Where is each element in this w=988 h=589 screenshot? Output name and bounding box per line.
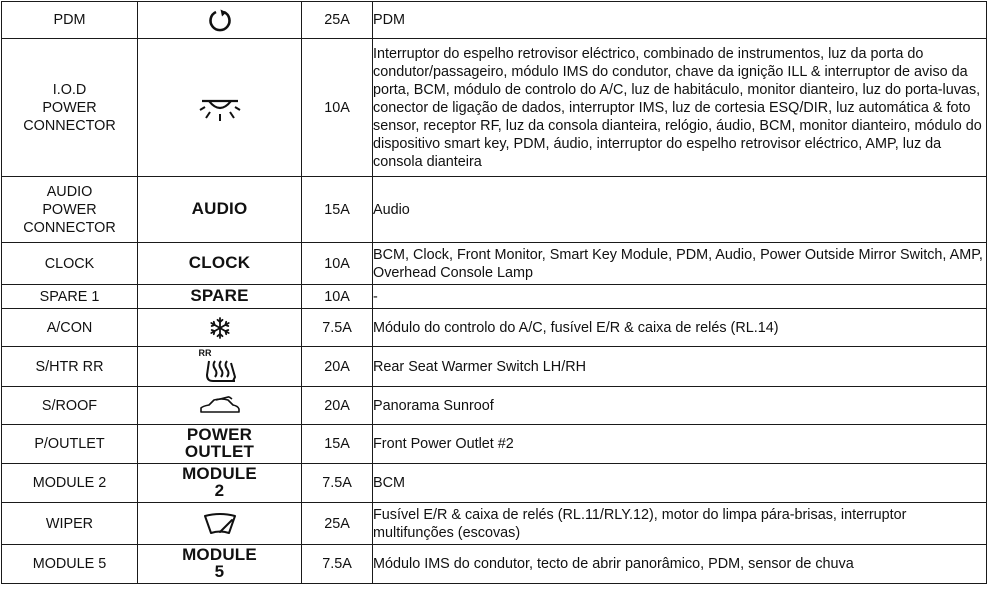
table-row bbox=[2, 347, 987, 387]
fuse-rating: 7.5A bbox=[302, 464, 373, 503]
fuse-name: A/CON bbox=[2, 309, 138, 347]
circular-arrow-icon bbox=[207, 6, 233, 34]
fuse-rating: 15A bbox=[302, 425, 373, 464]
fuse-rating: 10A bbox=[302, 39, 373, 177]
fuse-table bbox=[1, 1, 987, 584]
fuse-symbol-cell bbox=[138, 177, 302, 243]
fuse-description: Rear Seat Warmer Switch LH/RH bbox=[373, 347, 987, 387]
table-row bbox=[2, 387, 987, 425]
fuse-description: BCM bbox=[373, 464, 987, 503]
fuse-symbol-cell bbox=[138, 464, 302, 503]
table-row bbox=[2, 39, 987, 177]
fuse-symbol-cell bbox=[138, 243, 302, 285]
fuse-rating: 20A bbox=[302, 347, 373, 387]
fuse-symbol-cell bbox=[138, 285, 302, 309]
fuse-name: I.O.D POWER CONNECTOR bbox=[2, 39, 138, 177]
fuse-symbol-cell bbox=[138, 2, 302, 39]
table-row bbox=[2, 545, 987, 584]
interior-lamp-icon bbox=[198, 93, 242, 123]
fuse-name: PDM bbox=[2, 2, 138, 39]
fuse-description: PDM bbox=[373, 2, 987, 39]
fuse-rating: 7.5A bbox=[302, 545, 373, 584]
fuse-description: Panorama Sunroof bbox=[373, 387, 987, 425]
fuse-rating: 25A bbox=[302, 503, 373, 545]
fuse-symbol-cell bbox=[138, 545, 302, 584]
fuse-symbol-cell bbox=[138, 503, 302, 545]
fuse-description: Audio bbox=[373, 177, 987, 243]
fuse-rating: 7.5A bbox=[302, 309, 373, 347]
fuse-name: SPARE 1 bbox=[2, 285, 138, 309]
fuse-name: AUDIO POWER CONNECTOR bbox=[2, 177, 138, 243]
table-row bbox=[2, 309, 987, 347]
fuse-symbol-cell bbox=[138, 39, 302, 177]
fuse-symbol-text: POWER OUTLET bbox=[184, 425, 255, 461]
table-row bbox=[2, 285, 987, 309]
fuse-symbol-text: SPARE bbox=[190, 286, 249, 305]
fuse-rating: 15A bbox=[302, 177, 373, 243]
fuse-name: CLOCK bbox=[2, 243, 138, 285]
rear-seat-heater-icon bbox=[195, 349, 245, 385]
fuse-description: BCM, Clock, Front Monitor, Smart Key Module, PDM, Audio, Power Outside Mirror Switch, AMP, Overhead Console Lamp bbox=[373, 243, 987, 285]
wiper-icon bbox=[203, 512, 237, 536]
sunroof-car-icon bbox=[199, 396, 241, 416]
snowflake-icon bbox=[208, 316, 232, 340]
fuse-symbol-text: AUDIO bbox=[191, 199, 248, 218]
fuse-rating: 20A bbox=[302, 387, 373, 425]
fuse-description: - bbox=[373, 285, 987, 309]
fuse-symbol-cell bbox=[138, 425, 302, 464]
fuse-rating: 25A bbox=[302, 2, 373, 39]
fuse-name: P/OUTLET bbox=[2, 425, 138, 464]
table-row bbox=[2, 177, 987, 243]
fuse-name: WIPER bbox=[2, 503, 138, 545]
fuse-symbol-text: CLOCK bbox=[188, 253, 251, 272]
fuse-symbol-cell bbox=[138, 347, 302, 387]
table-row bbox=[2, 425, 987, 464]
fuse-name: S/HTR RR bbox=[2, 347, 138, 387]
fuse-symbol-cell bbox=[138, 387, 302, 425]
fuse-symbol-text: MODULE 2 bbox=[182, 464, 257, 500]
table-row bbox=[2, 2, 987, 39]
fuse-symbol-text: MODULE 5 bbox=[182, 545, 257, 581]
fuse-name: MODULE 2 bbox=[2, 464, 138, 503]
fuse-description: Front Power Outlet #2 bbox=[373, 425, 987, 464]
fuse-description: Fusível E/R & caixa de relés (RL.11/RLY.12), motor do limpa pára-brisas, interruptor multifunções (escovas) bbox=[373, 503, 987, 545]
fuse-name: S/ROOF bbox=[2, 387, 138, 425]
fuse-rating: 10A bbox=[302, 243, 373, 285]
fuse-rating: 10A bbox=[302, 285, 373, 309]
fuse-description: Módulo do controlo do A/C, fusível E/R & caixa de relés (RL.14) bbox=[373, 309, 987, 347]
table-row bbox=[2, 464, 987, 503]
fuse-symbol-cell bbox=[138, 309, 302, 347]
table-row bbox=[2, 503, 987, 545]
fuse-name: MODULE 5 bbox=[2, 545, 138, 584]
fuse-description: Módulo IMS do condutor, tecto de abrir panorâmico, PDM, sensor de chuva bbox=[373, 545, 987, 584]
table-row bbox=[2, 243, 987, 285]
icon-label: RR bbox=[198, 347, 212, 358]
fuse-description: Interruptor do espelho retrovisor eléctrico, combinado de instrumentos, luz da porta do condutor/passageiro, módulo IMS do condutor, chave da ignição ILL & interruptor de aviso da porta, BCM, módulo de controlo do A/C, luz de habitáculo, monitor dianteiro, luz do porta-luvas, conector de ligação de dados, interruptor IMS, luz de cortesia ESQ/DIR, luz automática & foto sensor, receptor RF, luz da consola dianteira, relógio, áudio, BCM, monitor dianteiro, módulo do dispositivo smart key, PDM, áudio, interruptor do espelho retrovisor eléctrico, AMP, luz da consola dianteira bbox=[373, 39, 987, 177]
